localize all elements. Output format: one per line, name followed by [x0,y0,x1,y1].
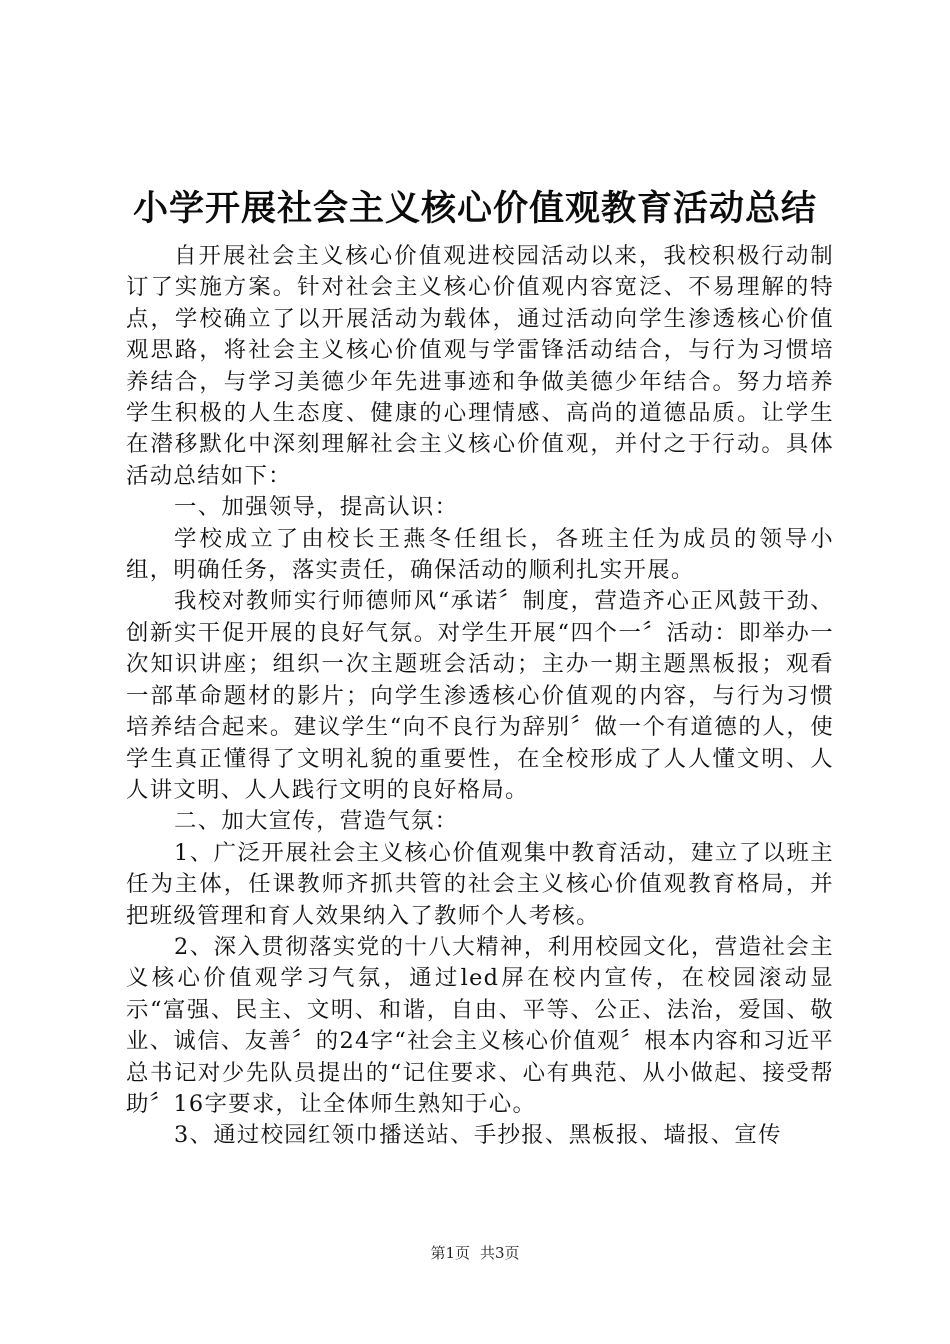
paragraph-intro: 自开展社会主义核心价值观进校园活动以来，我校积极行动制订了实施方案。针对社会主义核心价值观内容宽泛、不易理解的特点，学校确立了以开展活动为载体，通过活动向学生渗透核心价值观思路，将社会主义核心价值观与学雷锋活动结合，与行为习惯培养结合，与学习美德少年先进事迹和争做美德少年结合。努力培养学生积极的人生态度、健康的心理情感、高尚的道德品质。让学生在潜移默化中深刻理解社会主义核心价值观，并付之于行动。具体活动总结如下： [126,243,834,489]
page-footer [0,1243,950,1263]
section-heading-2: 二、加大宣传，营造气氛： [174,808,459,835]
paragraph: 学校成立了由校长王燕冬任组长，各班主任为成员的领导小组，明确任务，落实责任，确保活动的顺利扎实开展。 [126,525,834,584]
list-item: 2、深入贯彻落实党的十八大精神，利用校园文化，营造社会主义核心价值观学习气氛，通过led屏在校内宣传，在校园滚动显示“富强、民主、文明、和谐，自由、平等、公正、法治，爱国、敬业、诚信、友善〞的24字“社会主义核心价值观〞根本内容和习近平总书记对少先队员提出的“记住要求、心有典范、从小做起、接受帮助〞16字要求，让全体师生熟知于心。 [126,933,834,1117]
page-total: 共3页 [480,1244,520,1262]
list-item: 1、广泛开展社会主义核心价值观集中教育活动，建立了以班主任为主体，任课教师齐抓共管的社会主义核心价值观教育格局，并把班级管理和育人效果纳入了教师个人考核。 [126,839,834,929]
list-item: 3、通过校园红领巾播送站、手抄报、黑板报、墙报、宣传 [174,1122,782,1149]
document-title: 小学开展社会主义核心价值观教育活动总结 [132,189,817,229]
section-heading-1: 一、加强领导，提高认识： [174,494,459,521]
document-body [126,241,834,1152]
paragraph: 我校对教师实行师德师风“承诺〞制度，营造齐心正风鼓干劲、创新实干促开展的良好气氛。对学生开展“四个一〞活动：即举办一次知识讲座；组织一次主题班会活动；主办一期主题黑板报；观看一部革命题材的影片；向学生渗透核心价值观的内容，与行为习惯培养结合起来。建议学生“向不良行为辞别〞做一个有道德的人，使学生真正懂得了文明礼貌的重要性，在全校形成了人人懂文明、人人讲文明、人人践行文明的良好格局。 [126,588,834,803]
page-number: 第1页 [430,1244,470,1262]
